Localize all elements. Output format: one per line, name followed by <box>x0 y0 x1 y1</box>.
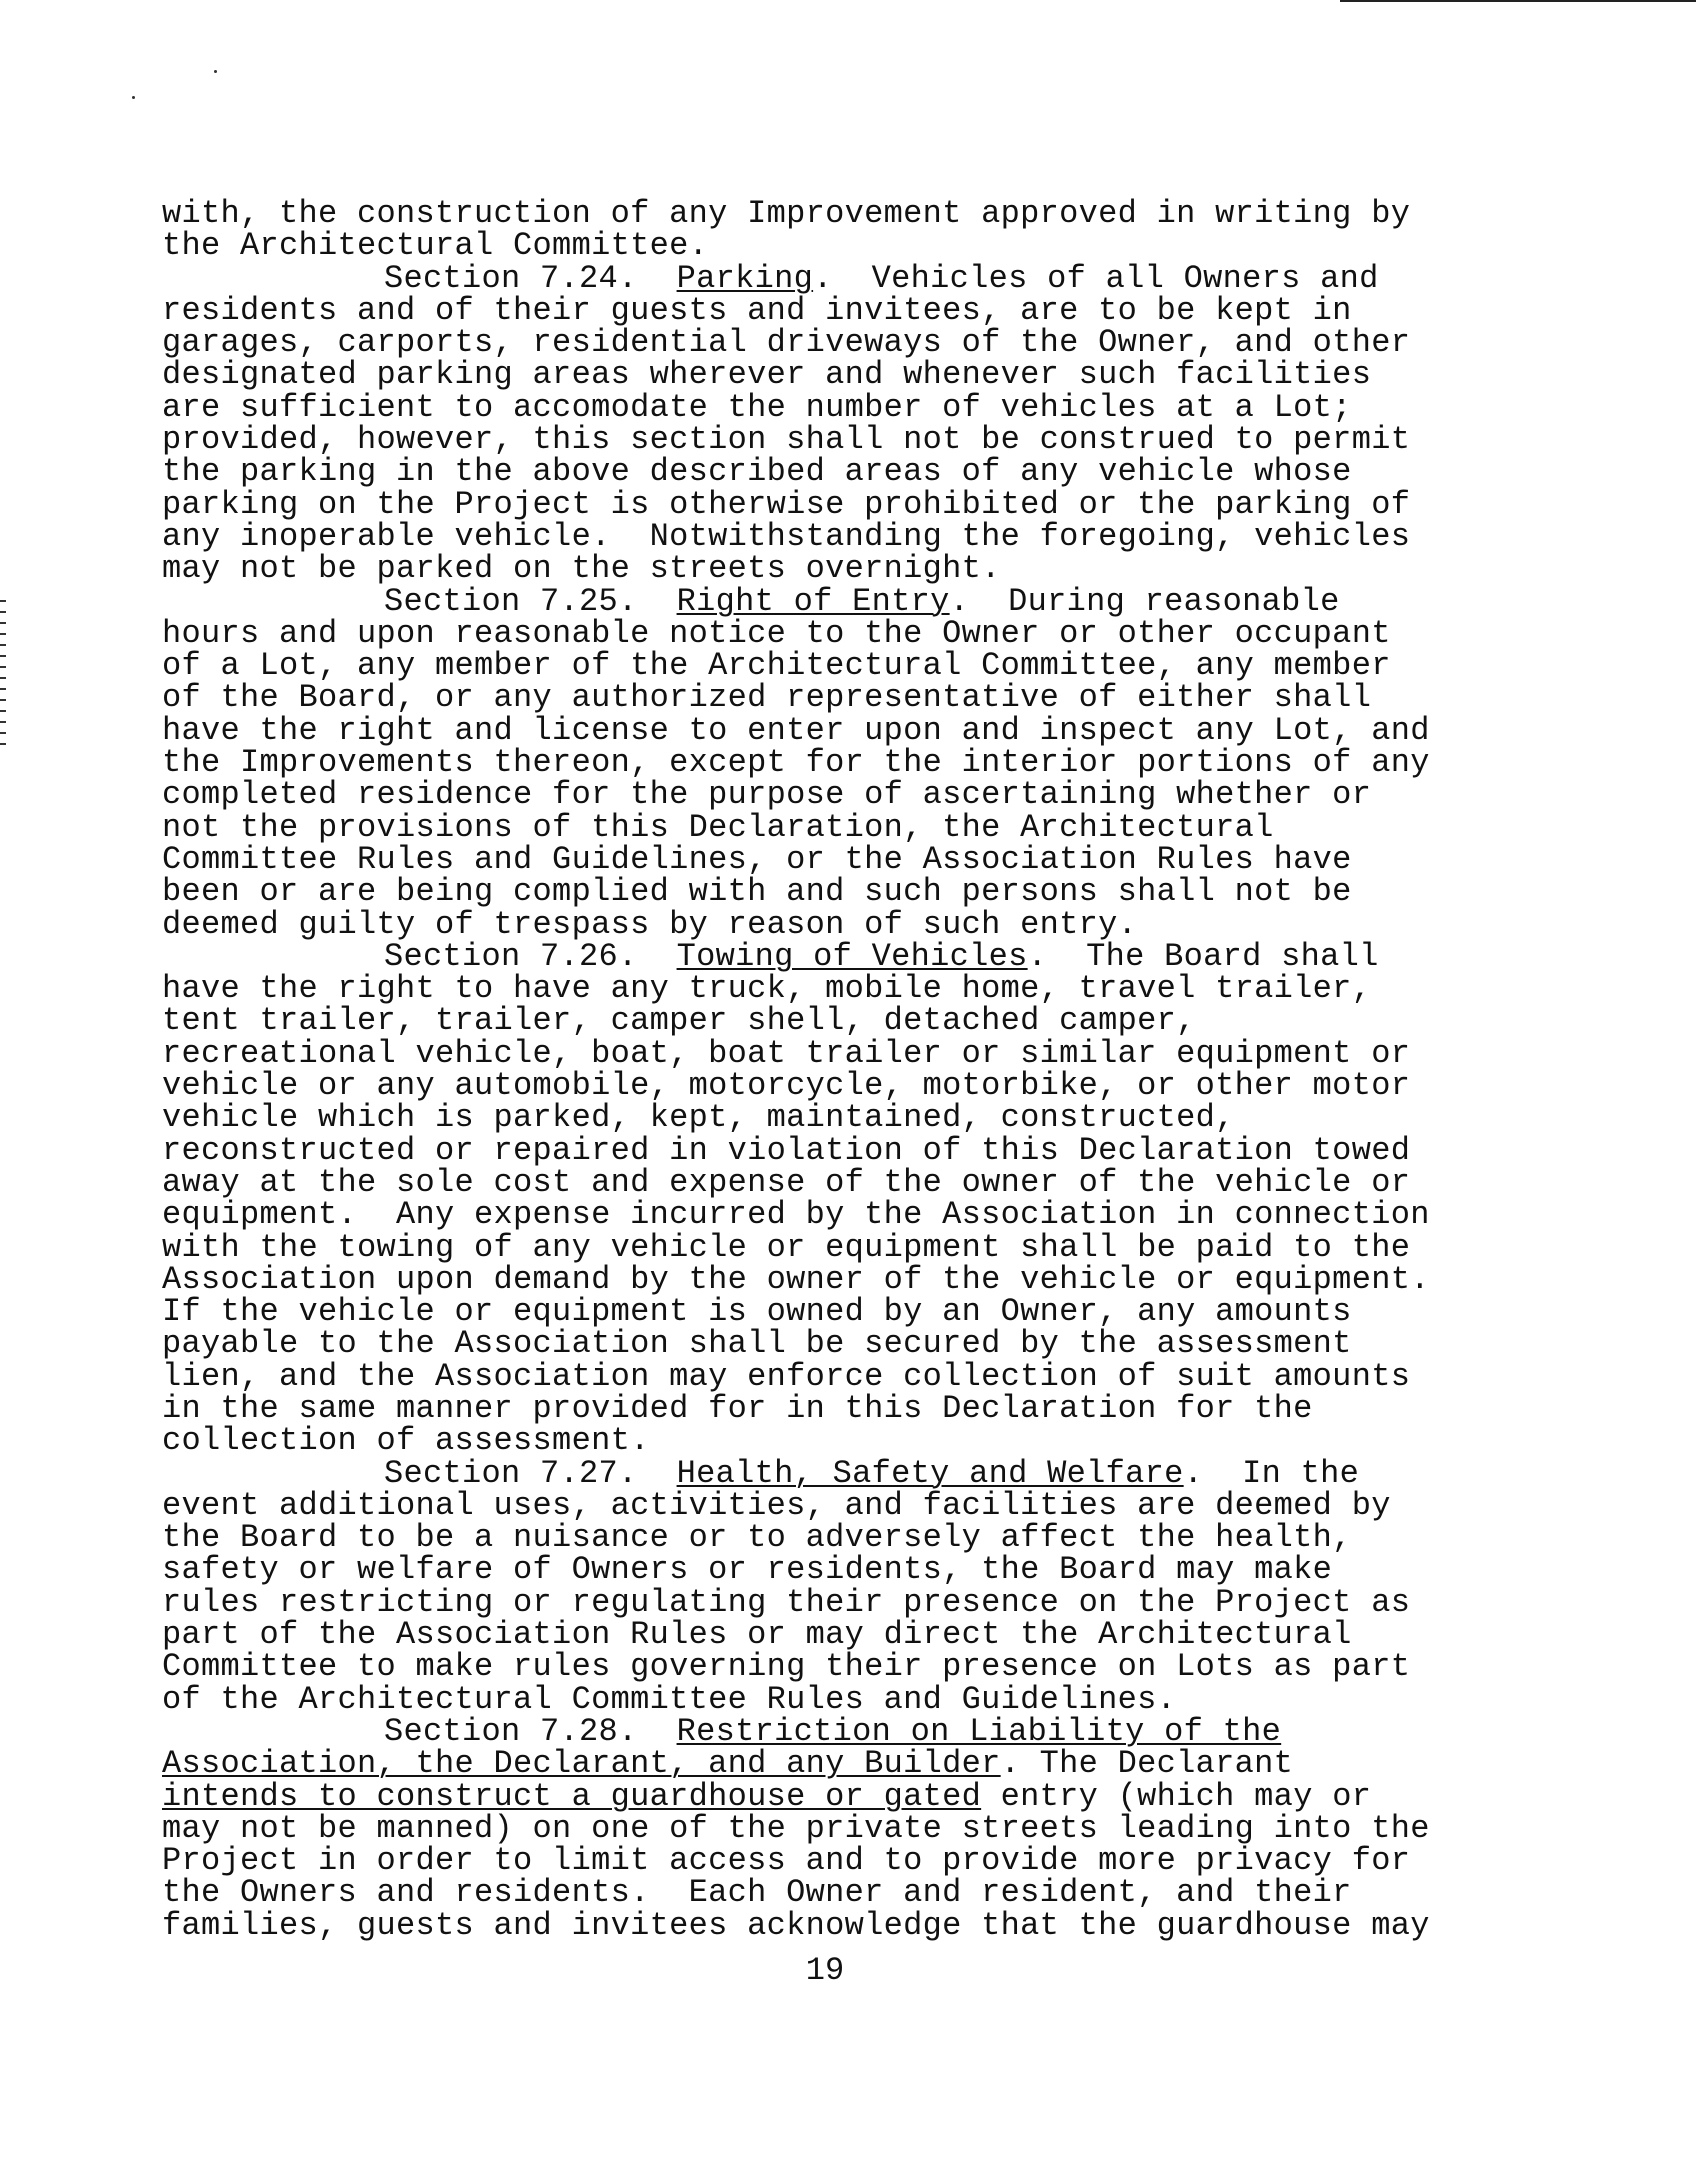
section-heading-third-line <box>162 1777 1482 1815</box>
section-7-24 <box>162 259 1482 588</box>
text-line-rest: entry (which may or <box>981 1777 1372 1815</box>
intro-paragraph <box>162 195 1482 265</box>
text-line: equipment. Any expense incurred by the Association in connection <box>162 1196 1430 1234</box>
text-line: event additional uses, activities, and facilities are deemed by <box>162 1486 1391 1524</box>
text-line: away at the sole cost and expense of the owner of the vehicle or <box>162 1163 1411 1201</box>
text-line: deemed guilty of trespass by reason of such entry. <box>162 905 1138 943</box>
scan-speck <box>214 70 217 73</box>
text-line: the Improvements thereon, except for the interior portions of any <box>162 744 1430 782</box>
text-line: Association upon demand by the owner of the vehicle or equipment. <box>162 1260 1430 1298</box>
text-line: part of the Association Rules or may direct the Architectural <box>162 1616 1352 1654</box>
text-line: with the towing of any vehicle or equipment shall be paid to the <box>162 1228 1411 1266</box>
section-heading-rest: . Vehicles of all Owners and <box>813 259 1379 297</box>
section-number: Section 7.25. <box>384 582 638 620</box>
text-line: lien, and the Association may enforce collection of suit amounts <box>162 1357 1411 1395</box>
text-line: hours and upon reasonable notice to the Owner or other occupant <box>162 614 1391 652</box>
text-line: are sufficient to accomodate the number of vehicles at a Lot; <box>162 388 1352 426</box>
text-line: tent trailer, trailer, camper shell, detached camper, <box>162 1002 1196 1040</box>
section-heading-rest: . In the <box>1183 1454 1360 1492</box>
section-title: Restriction on Liability of the <box>676 1712 1282 1750</box>
section-title: Right of Entry <box>676 582 950 620</box>
text-line: completed residence for the purpose of ascertaining whether or <box>162 776 1372 814</box>
text-line: of the Board, or any authorized representative of either shall <box>162 679 1372 717</box>
document-body <box>162 195 1482 1944</box>
text-line: parking on the Project is otherwise prohibited or the parking of <box>162 485 1411 523</box>
text-line: may not be parked on the streets overnight. <box>162 550 1001 588</box>
section-title: Towing of Vehicles <box>676 937 1028 975</box>
text-line: residents and of their guests and invitees, are to be kept in <box>162 291 1352 329</box>
text-line: Project in order to limit access and to provide more privacy for <box>162 1842 1411 1880</box>
section-number: Section 7.27. <box>384 1454 638 1492</box>
text-line: recreational vehicle, boat, boat trailer or similar equipment or <box>162 1034 1411 1072</box>
text-line: designated parking areas wherever and whenever such facilities <box>162 356 1372 394</box>
section-heading-line <box>162 259 1482 297</box>
text-line: the Board to be a nuisance or to adversely affect the health, <box>162 1519 1352 1557</box>
section-heading-continued-line <box>162 1745 1482 1783</box>
text-line: garages, carports, residential driveways of the Owner, and other <box>162 324 1411 362</box>
scan-speck <box>132 96 135 99</box>
text-line: the Architectural Committee. <box>162 227 709 265</box>
section-title: Parking <box>676 259 814 297</box>
section-title-third-line: intends to construct a guardhouse or gated <box>162 1777 982 1815</box>
text-line: may not be manned) on one of the private streets leading into the <box>162 1809 1430 1847</box>
section-heading-rest: . During reasonable <box>949 582 1340 620</box>
section-7-28 <box>162 1712 1482 1944</box>
text-line: in the same manner provided for in this Declaration for the <box>162 1389 1313 1427</box>
text-line: safety or welfare of Owners or residents, the Board may make <box>162 1551 1333 1589</box>
text-line: provided, however, this section shall not be construed to permit <box>162 421 1411 459</box>
text-line: collection of assessment. <box>162 1422 650 1460</box>
scan-edge-mark <box>1340 0 1696 2</box>
text-line: of the Architectural Committee Rules and Guidelines. <box>162 1680 1177 1718</box>
section-heading-line <box>162 582 1482 620</box>
text-line: of a Lot, any member of the Architectural Committee, any member <box>162 647 1391 685</box>
section-heading-rest: . The Declarant <box>1000 1745 1294 1783</box>
text-line: rules restricting or regulating their presence on the Project as <box>162 1583 1411 1621</box>
page-number: 19 <box>805 1952 845 1989</box>
text-line: Committee Rules and Guidelines, or the Association Rules have <box>162 840 1352 878</box>
section-number: Section 7.28. <box>384 1712 638 1750</box>
section-7-25 <box>162 582 1482 943</box>
section-heading-line <box>162 937 1482 975</box>
section-7-26 <box>162 937 1482 1460</box>
text-line: have the right and license to enter upon and inspect any Lot, and <box>162 711 1430 749</box>
text-line: families, guests and invitees acknowledge that the guardhouse may <box>162 1906 1430 1944</box>
text-line: If the vehicle or equipment is owned by an Owner, any amounts <box>162 1293 1352 1331</box>
text-line: vehicle or any automobile, motorcycle, motorbike, or other motor <box>162 1067 1411 1105</box>
text-line: have the right to have any truck, mobile home, travel trailer, <box>162 970 1372 1008</box>
text-line: with, the construction of any Improvement approved in writing by <box>162 195 1411 232</box>
text-line: payable to the Association shall be secured by the assessment <box>162 1325 1352 1363</box>
section-heading-line <box>162 1712 1482 1750</box>
section-7-27 <box>162 1454 1482 1718</box>
text-line: been or are being complied with and such persons shall not be <box>162 873 1352 911</box>
binding-edge-marks <box>0 600 10 820</box>
section-number: Section 7.24. <box>384 259 638 297</box>
text-line: the parking in the above described areas of any vehicle whose <box>162 453 1352 491</box>
text-line: vehicle which is parked, kept, maintained, constructed, <box>162 1099 1235 1137</box>
text-line: not the provisions of this Declaration, the Architectural <box>162 808 1274 846</box>
text-line: any inoperable vehicle. Notwithstanding the foregoing, vehicles <box>162 517 1411 555</box>
text-line: the Owners and residents. Each Owner and resident, and their <box>162 1874 1352 1912</box>
section-heading-rest: . The Board shall <box>1027 937 1379 975</box>
text-line: reconstructed or repaired in violation of this Declaration towed <box>162 1131 1411 1169</box>
section-title-continued: Association, the Declarant, and any Builder <box>162 1745 1001 1783</box>
text-line: Committee to make rules governing their presence on Lots as part <box>162 1648 1411 1686</box>
section-heading-line <box>162 1454 1482 1492</box>
section-number: Section 7.26. <box>384 937 638 975</box>
section-title: Health, Safety and Welfare <box>676 1454 1184 1492</box>
